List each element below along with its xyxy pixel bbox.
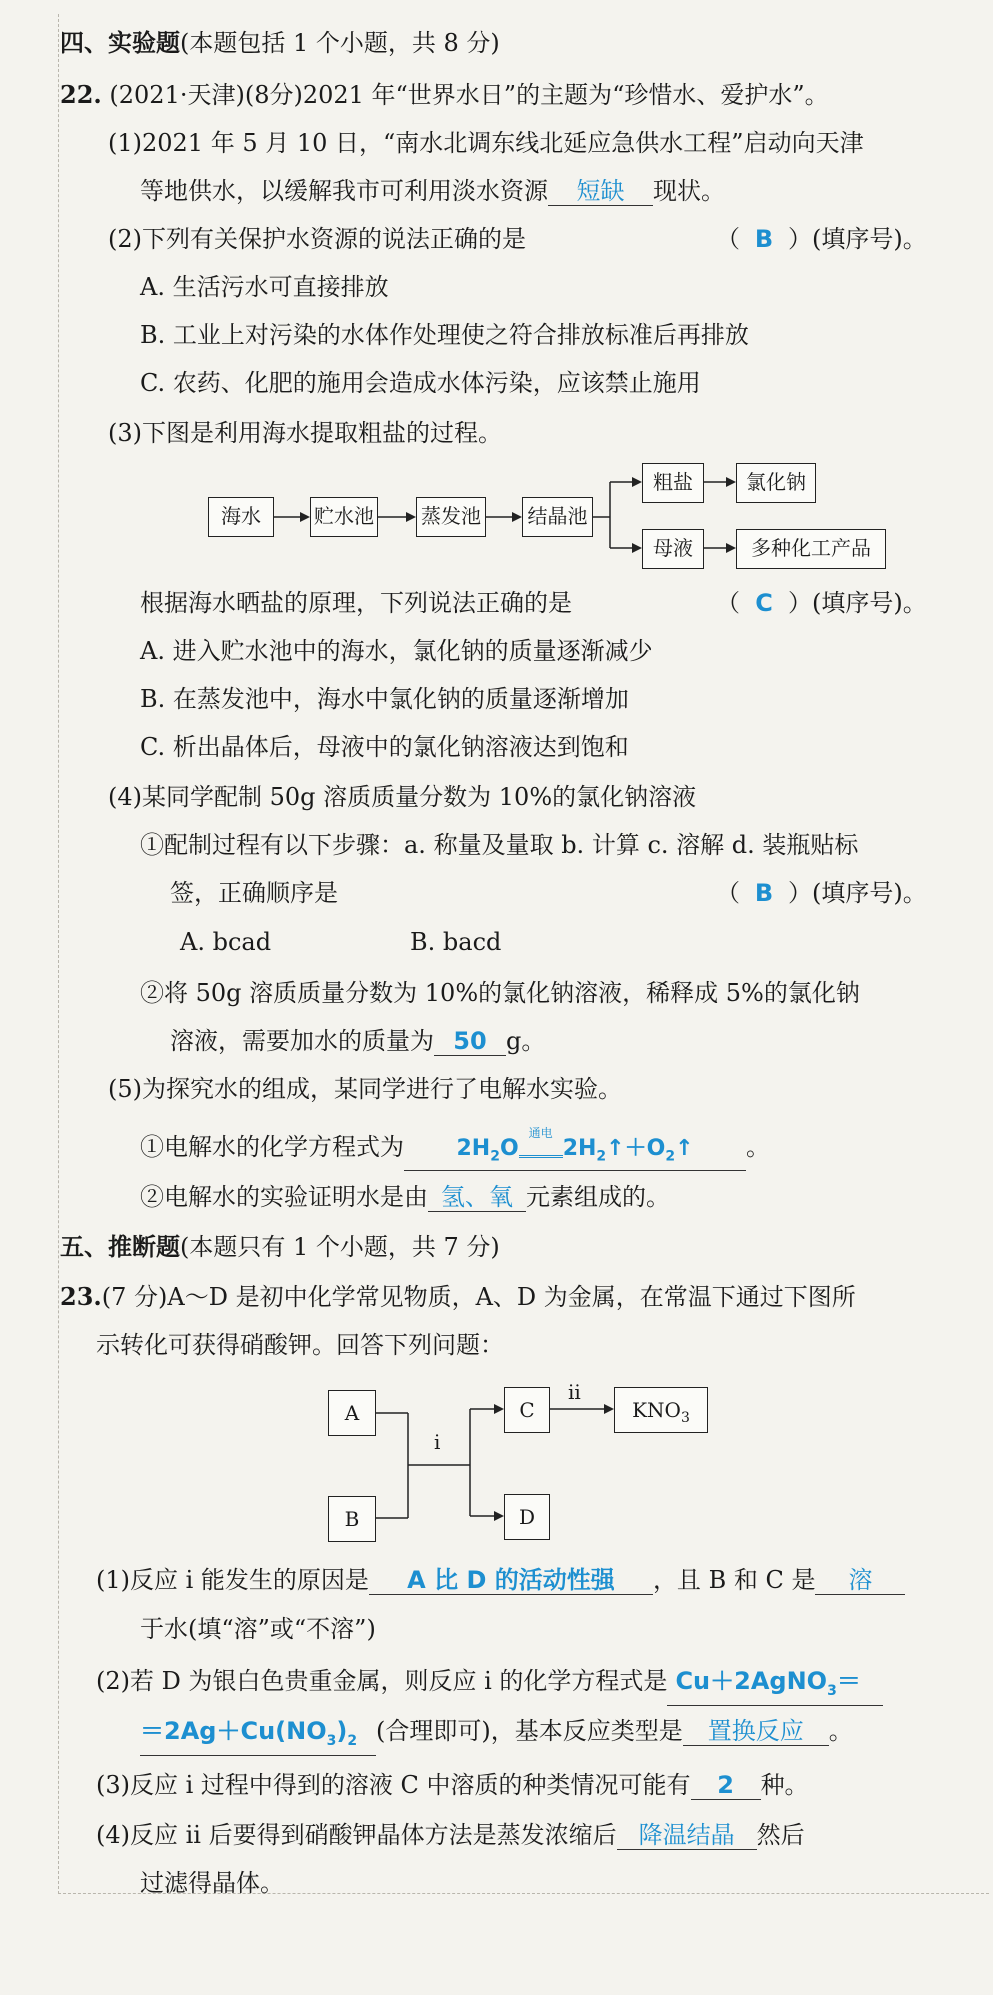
q22-part4-2-text: 溶液，需要加水的质量为 (170, 1027, 434, 1055)
q22-part4-1-line2: 签，正确顺序是 (170, 879, 338, 907)
section-five-note: (本题只有 1 个小题，共 7 分) (180, 1233, 500, 1261)
diagram-box-c: C (504, 1387, 550, 1433)
q23-part3 (96, 1770, 809, 1800)
flow-box-mother-liquor: 母液 (642, 529, 704, 569)
q23-part1-line1 (96, 1565, 905, 1595)
q23-number: 23. (60, 1282, 102, 1311)
section-four-title: 四、实验题 (60, 28, 180, 57)
flow-box-nacl: 氯化钠 (736, 463, 816, 503)
q23-part1-text: (1)反应 i 能发生的原因是 (96, 1566, 369, 1594)
q22-part5-1-text: ①电解水的化学方程式为 (140, 1133, 404, 1161)
q23-part3-text: (3)反应 i 过程中得到的溶液 C 中溶质的种类情况可能有 (96, 1771, 691, 1799)
q23-part3-answer: 2 (691, 1771, 761, 1800)
paren-open: （ (716, 879, 740, 907)
paren-close: ）(填序号)。 (788, 879, 927, 907)
q23-part2-tail: (合理即可)，基本反应类型是 (376, 1717, 683, 1745)
paren-close: ）(填序号)。 (788, 589, 927, 617)
q23-part2-answer-a: Cu＋2AgNO$_3$＝ (667, 1667, 883, 1706)
q23-part4-text: (4)反应 ii 后要得到硝酸钾晶体方法是蒸发浓缩后 (96, 1821, 617, 1849)
flow-box-evaporation: 蒸发池 (416, 497, 486, 537)
q22-part2-option-c: C. 农药、化肥的施用会造成水体污染，应该禁止施用 (140, 369, 701, 397)
flow-box-seawater: 海水 (208, 497, 274, 537)
q22-part5-1-answer: $2H_2O$ 通电 $2H_2↑+O_2↑$ (404, 1135, 746, 1171)
diagram-box-b: B (328, 1496, 376, 1542)
q22-part1-tail: 现状。 (653, 177, 725, 205)
q23-part2-end: 。 (828, 1717, 853, 1745)
q22-part2-option-a: A. 生活污水可直接排放 (140, 273, 389, 301)
q23-part3-tail: 种。 (760, 1771, 809, 1799)
q22-part5-2-answer: 氢、氧 (428, 1183, 526, 1212)
q22-part4-2-unit: g。 (506, 1027, 546, 1055)
q23-part2-line1 (96, 1666, 883, 1706)
q22-part5-2-text: ②电解水的实验证明水是由 (140, 1183, 428, 1211)
paren-close: ）(填序号)。 (788, 225, 927, 253)
kno3-formula: KNO (632, 1398, 681, 1422)
diagram-label-i: i (434, 1430, 441, 1454)
q22-part2-text: (2)下列有关保护水资源的说法正确的是 (108, 225, 526, 253)
q22-part1-answer: 短缺 (548, 177, 653, 206)
q23-part4-middle: 然后 (756, 1821, 805, 1849)
q22-part3-intro: (3)下图是利用海水提取粗盐的过程。 (108, 419, 502, 447)
q22-header-text: (2021·天津)(8分)2021 年“世界水日”的主题为“珍惜水、爱护水”。 (109, 81, 829, 109)
flow-box-crystal: 结晶池 (522, 497, 593, 537)
q22-part1-line1: (1)2021 年 5 月 10 日，“南水北调东线北延应急供水工程”启动向天津 (108, 129, 864, 157)
q23-part4-line1 (96, 1820, 805, 1850)
q22-part4-2-answer: 50 (434, 1027, 506, 1056)
q22-part3-option-c: C. 析出晶体后，母液中的氯化钠溶液达到饱和 (140, 733, 629, 761)
section-four-note: (本题包括 1 个小题，共 8 分) (180, 29, 500, 57)
q22-part4-2-line1: ②将 50g 溶质质量分数为 10%的氯化钠溶液，稀释成 5%的氯化钠 (140, 979, 860, 1007)
q23-part2-type-answer: 置换反应 (683, 1717, 829, 1746)
q22-part3-option-b: B. 在蒸发池中，海水中氯化钠的质量逐渐增加 (140, 685, 629, 713)
q22-part2-answer: B (754, 225, 774, 253)
flow-box-crude-salt: 粗盐 (642, 463, 704, 503)
q23-part2-text: (2)若 D 为银白色贵重金属，则反应 i 的化学方程式是 (96, 1667, 668, 1695)
q23-part4-line2: 过滤得晶体。 (140, 1869, 284, 1897)
q23-part1-answer: A 比 D 的活动性强 (369, 1566, 653, 1595)
section-five-title: 五、推断题 (60, 1232, 180, 1261)
q23-part1-answer2: 溶 (815, 1566, 905, 1595)
equation-part-a: Cu＋2AgNO (675, 1667, 828, 1695)
q22-part3-answer: C (755, 589, 773, 617)
diagram-label-ii: ii (568, 1380, 581, 1404)
q22-part5-2-tail: 元素组成的。 (526, 1183, 670, 1211)
q22-part4-intro: (4)某同学配制 50g 溶质质量分数为 10%的氯化钠溶液 (108, 783, 697, 811)
q22-part4-1-option-b: B. bacd (410, 928, 502, 956)
q22-part5-1-end: 。 (746, 1133, 770, 1161)
q23-part4-answer: 降温结晶 (617, 1821, 757, 1850)
q22-part2-option-b: B. 工业上对污染的水体作处理使之符合排放标准后再排放 (140, 321, 749, 349)
q23-intro-text: (7 分)A～D 是初中化学常见物质，A、D 为金属，在常温下通过下图所 (101, 1283, 856, 1311)
flow-box-storage: 贮水池 (310, 497, 378, 537)
q23-part1-middle: ，且 B 和 C 是 (652, 1566, 816, 1594)
paren-open: （ (716, 589, 740, 617)
q23-intro-line2: 示转化可获得硝酸钾。回答下列问题： (96, 1331, 504, 1359)
q22-part4-1-option-a: A. bcad (180, 928, 272, 956)
q22-part1-text: 等地供水，以缓解我市可利用淡水资源 (140, 177, 548, 205)
flow-box-chemicals: 多种化工产品 (736, 529, 886, 569)
diagram-box-a: A (328, 1390, 376, 1436)
q22-part3-option-a: A. 进入贮水池中的海水，氯化钠的质量逐渐减少 (140, 637, 653, 665)
diagram-box-d: D (504, 1494, 550, 1540)
paren-open: （ (716, 225, 740, 253)
q23-part2-line2 (140, 1716, 853, 1756)
diagram-box-kno3: $KNO_3$ (614, 1387, 708, 1433)
q22-part3-question: 根据海水晒盐的原理，下列说法正确的是 (140, 589, 572, 617)
q22-part4-1-line1: ①配制过程有以下步骤：a. 称量及量取 b. 计算 c. 溶解 d. 装瓶贴标 (140, 831, 859, 859)
reaction-condition: 通电 (528, 1125, 553, 1140)
q23-part1-line2: 于水(填“溶”或“不溶”) (140, 1615, 376, 1643)
q22-number: 22. (60, 80, 102, 109)
q22-part5-intro: (5)为探究水的组成，某同学进行了电解水实验。 (108, 1075, 622, 1103)
q22-part4-1-answer: B (754, 879, 774, 907)
q23-part2-answer-b: $=2Ag+Cu(NO_3)_2$ (140, 1717, 376, 1756)
